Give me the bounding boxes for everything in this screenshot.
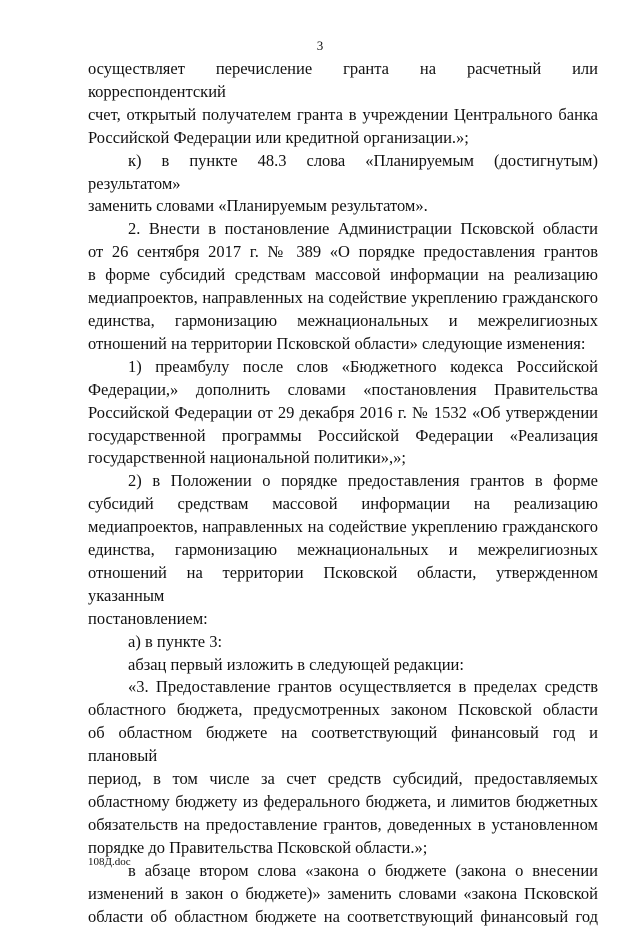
text-line: «3. Предоставление грантов осуществляется в пределах средств [128,677,598,697]
text-line: области об областном бюджете на соответствующий финансовый год [88,906,598,926]
text-line: отношений на территории Псковской области, утвержденном указанным [88,562,598,605]
footer-filename: 108Д.doc [88,856,131,868]
text-line: в абзаце втором слова «закона о бюджете (закона о внесении [128,860,598,880]
text-line: период, в том числе за счет средств субсидий, предоставляемых [88,769,598,789]
text-line: изменений в закон о бюджете)» заменить словами «закона Псковской [88,883,598,903]
text-line: медиапроектов, направленных на содействие укреплению гражданского [88,517,598,537]
page-number: 3 [316,38,324,53]
text-line: 2) в Положении о порядке предоставления грантов в форме [128,471,598,491]
text-line: 2. Внести в постановление Администрации Псковской области [128,219,598,239]
text-line: обязательств на предоставление грантов, доведенных в установленном [88,814,598,834]
text-line: Российской Федерации от 29 декабря 2016 г. № 1532 «Об утверждении [88,402,598,422]
text-line: постановлением: [88,608,208,628]
text-line: субсидий средствам массовой информации на реализацию [88,494,598,514]
text-line: об областном бюджете на соответствующий финансовый год и плановый [88,723,598,766]
text-line: порядке до Правительства Псковской области.»; [88,837,428,857]
text-line: областного бюджета, предусмотренных законом Псковской области [88,700,598,720]
text-line: абзац первый изложить в следующей редакции: [128,654,464,674]
text-line: Федерации,» дополнить словами «постановления Правительства [88,379,598,399]
text-line: от 26 сентября 2017 г. № 389 «О порядке предоставления грантов [88,242,598,262]
text-line: а) в пункте 3: [128,631,223,651]
text-line: осуществляет перечисление гранта на расчетный или корреспондентский [88,59,598,101]
text-line: в форме субсидий средствам массовой информации на реализацию [88,265,598,285]
text-line: областному бюджету из федерального бюджета, и лимитов бюджетных [88,792,598,811]
text-line: 1) преамбулу после слов «Бюджетного кодекса Российской [128,356,598,376]
text-line: Российской Федерации или кредитной организации.»; [88,127,469,147]
text-line: к) в пункте 48.3 слова «Планируемым (достигнутым) результатом» [88,150,598,193]
text-line: отношений на территории Псковской области» следующие изменения: [88,333,586,353]
text-line: единства, гармонизацию межнациональных и межрелигиозных [88,310,598,330]
text-line: единства, гармонизацию межнациональных и межрелигиозных [88,540,598,560]
text-line: счет, открытый получателем гранта в учреждении Центрального банка [88,104,598,124]
document-body [88,58,598,928]
text-line: государственной национальной политики»,»; [88,448,406,468]
text-line: медиапроектов, направленных на содействие укреплению гражданского [88,288,598,308]
text-line: государственной программы Российской Федерации «Реализация [88,425,598,445]
text-line: заменить словами «Планируемым результатом». [88,196,428,216]
